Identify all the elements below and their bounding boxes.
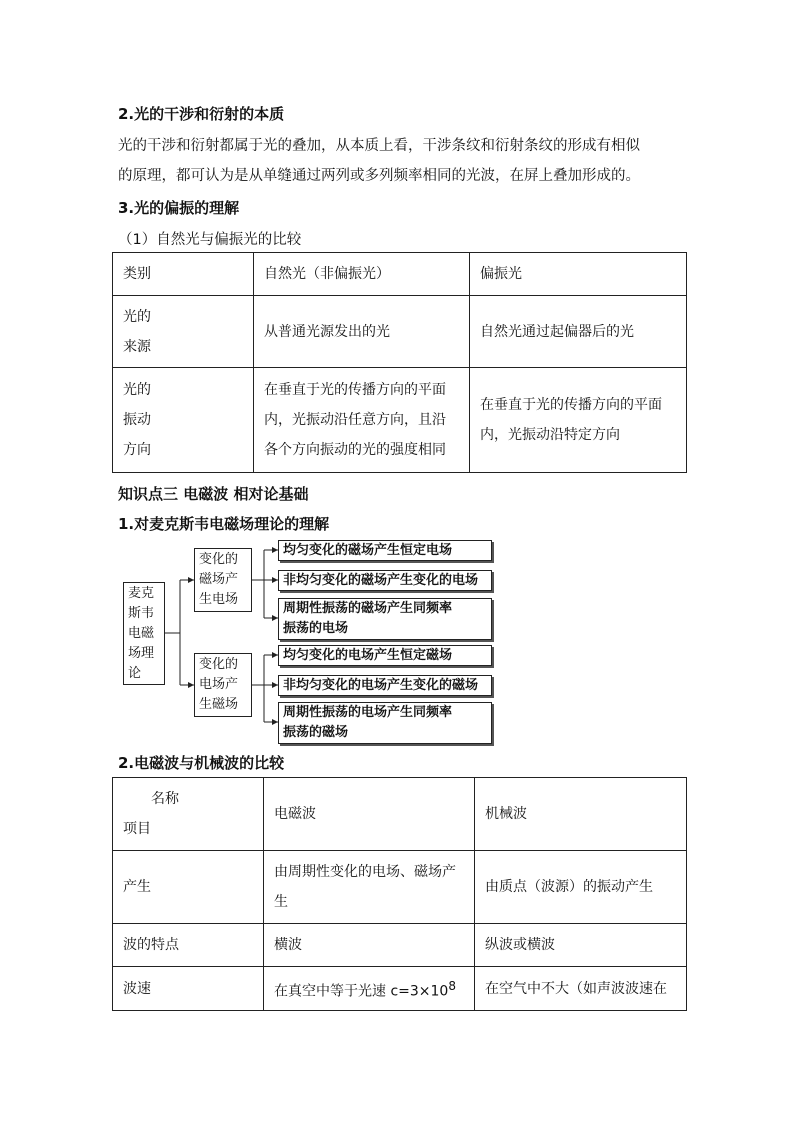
table-row-label: 产生 <box>113 851 264 924</box>
table-header-cell: 自然光（非偏振光） <box>254 253 470 296</box>
table-corner-cell: 名称 项目 <box>113 778 264 851</box>
table-cell: 由质点（波源）的振动产生 <box>475 851 687 924</box>
section2-text-line1: 光的干涉和衍射都属于光的叠加，从本质上看，干涉条纹和衍射条纹的形成有相似 <box>118 138 640 154</box>
wave-comparison-table <box>112 777 687 1011</box>
table-header-cell: 类别 <box>113 253 254 296</box>
table-cell: 在真空中等于光速 $c=3\times 10^8$ <box>264 967 475 1011</box>
table-row-label: 光的 振动 方向 <box>113 368 254 473</box>
table-cell: 纵波或横波 <box>475 924 687 967</box>
section3-subheading: （1）自然光与偏振光的比较 <box>118 232 302 248</box>
diagram-item: 周期性振荡的磁场产生同频率 振荡的电场 <box>278 598 492 640</box>
diagram-group2-box: 变化的 电场产 生磁场 <box>194 653 252 717</box>
section3-heading: 3.光的偏振的理解 <box>118 199 240 217</box>
table-header-cell: 机械波 <box>475 778 687 851</box>
kp3-subheading-1: 1.对麦克斯韦电磁场理论的理解 <box>118 515 330 533</box>
table-row <box>113 778 687 851</box>
section2-text-line2: 的原理，都可认为是从单缝通过两列或多列频率相同的光波，在屏上叠加形成的。 <box>118 168 640 184</box>
table-row <box>113 924 687 967</box>
diagram-root-box: 麦克 斯韦 电磁 场理 论 <box>123 582 165 685</box>
table-cell: 从普通光源发出的光 <box>254 296 470 368</box>
diagram-item: 均匀变化的电场产生恒定磁场 <box>278 645 492 666</box>
table-header-cell: 偏振光 <box>470 253 687 296</box>
table-row-label: 波的特点 <box>113 924 264 967</box>
table-cell: 自然光通过起偏器后的光 <box>470 296 687 368</box>
diagram-item: 非均匀变化的磁场产生变化的电场 <box>278 570 492 591</box>
diagram-item: 均匀变化的磁场产生恒定电场 <box>278 540 492 561</box>
table-cell: 横波 <box>264 924 475 967</box>
kp3-heading: 知识点三 电磁波 相对论基础 <box>118 485 309 503</box>
diagram-item: 非均匀变化的电场产生变化的磁场 <box>278 675 492 696</box>
table-row <box>113 967 687 1011</box>
table-cell: 由周期性变化的电场、磁场产 生 <box>264 851 475 924</box>
kp3-subheading-2: 2.电磁波与机械波的比较 <box>118 754 285 772</box>
table-cell: 在垂直于光的传播方向的平面 内，光振动沿任意方向，且沿 各个方向振动的光的强度相同 <box>254 368 470 473</box>
table-header-cell: 电磁波 <box>264 778 475 851</box>
diagram-group1-box: 变化的 磁场产 生电场 <box>194 548 252 612</box>
section2-heading: 2.光的干涉和衍射的本质 <box>118 105 285 123</box>
table-row-label: 波速 <box>113 967 264 1011</box>
table-row <box>113 851 687 924</box>
table-cell: 在垂直于光的传播方向的平面 内，光振动沿特定方向 <box>470 368 687 473</box>
table-cell: 在空气中不大（如声波波速在 <box>475 967 687 1011</box>
diagram-item: 周期性振荡的电场产生同频率 振荡的磁场 <box>278 702 492 744</box>
table-row-label: 光的 来源 <box>113 296 254 368</box>
